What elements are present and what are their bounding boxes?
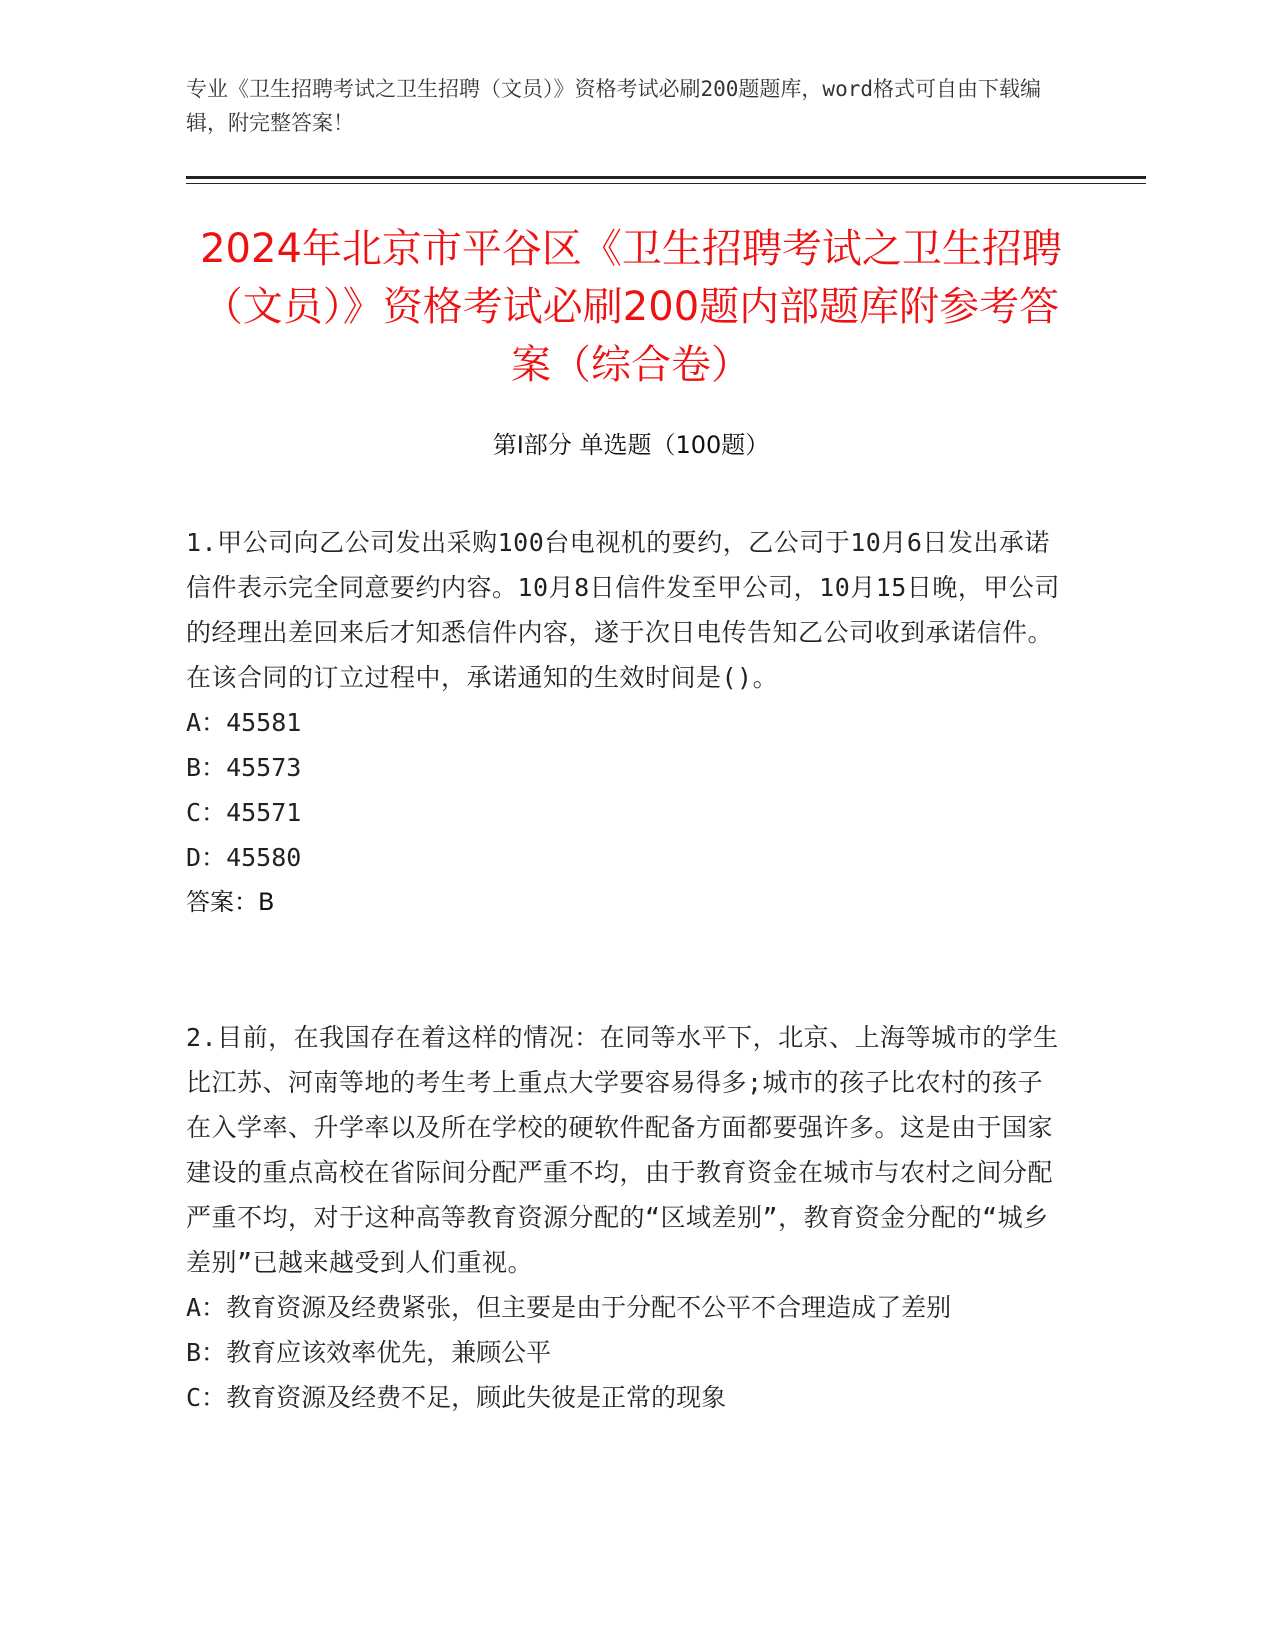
option-text: 教育应该效率优先，兼顾公平 [226,1338,552,1367]
option-text: 45573 [226,753,302,782]
option-c [186,790,1066,835]
question-stem: 2.目前，在我国存在着这样的情况：在同等水平下，北京、上海等城市的学生比江苏、河南等地的考生考上重点大学要容易得多;城市的孩子比农村的孩子在入学率、升学率以及所在学校的硬软件配备方面都要强许多。这是由于国家建设的重点高校在省际间分配严重不均，由于教育资金在城市与农村之间分配严重不均，对于这种高等教育资源分配的“区域差别”，教育资金分配的“城乡差别”已越来越受到人们重视。 [186,1023,1059,1277]
option-a [186,700,1066,745]
answer-line: 答案：B [186,888,275,916]
option-text: 45580 [226,843,302,872]
header-divider-thick [186,176,1146,179]
option-c [186,1375,1066,1420]
option-text: 45581 [226,708,302,737]
option-text: 教育资源及经费紧张，但主要是由于分配不公平不合理造成了差别 [226,1293,952,1322]
header-note: 专业《卫生招聘考试之卫生招聘（文员）》资格考试必刷200题题库，word格式可自由下载编辑，附完整答案！ [186,77,1041,135]
option-text: 教育资源及经费不足，顾此失彼是正常的现象 [226,1383,727,1412]
option-key: A： [186,1293,227,1322]
question-1 [186,520,1066,925]
question-stem: 1.甲公司向乙公司发出采购100台电视机的要约，乙公司于10月6日发出承诺信件表示完全同意要约内容。10月8日信件发至甲公司，10月15日晚，甲公司的经理出差回来后才知悉信件内容，遂于次日电传告知乙公司收到承诺信件。在该合同的订立过程中，承诺通知的生效时间是()。 [186,528,1060,692]
header-divider-thin [186,183,1146,184]
option-key: A： [186,708,227,737]
option-d [186,835,1066,880]
option-key: C： [186,798,227,827]
option-key: C： [186,1383,227,1412]
option-b [186,1330,1066,1375]
document-title: 2024年北京市平谷区《卫生招聘考试之卫生招聘（文员）》资格考试必刷200题内部题库附参考答案（综合卷） [200,226,1062,388]
option-a [186,1285,1066,1330]
option-key: B： [186,1338,227,1367]
option-key: B： [186,753,227,782]
question-2 [186,1015,1066,1420]
option-b [186,745,1066,790]
option-key: D： [186,843,227,872]
option-text: 45571 [226,798,302,827]
section-title: 第Ⅰ部分 单选题（100题） [492,431,770,459]
